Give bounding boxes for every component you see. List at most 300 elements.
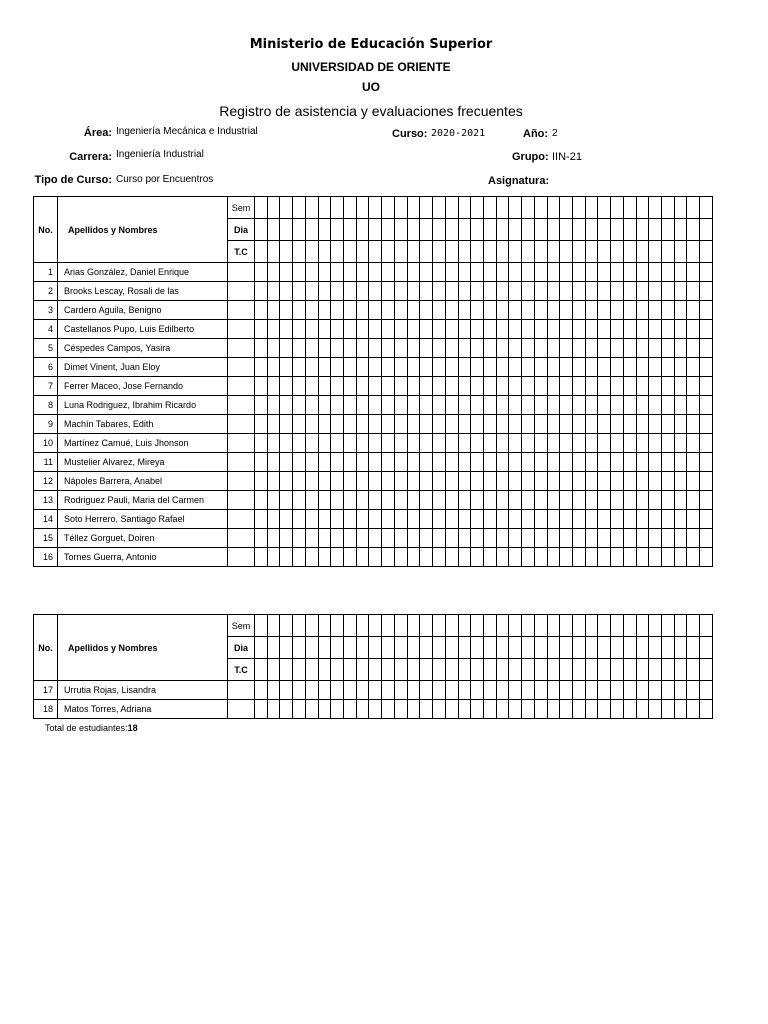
grid-cell — [700, 491, 713, 510]
grid-cell — [547, 434, 560, 453]
row-label-cell — [228, 681, 255, 700]
grid-cell — [255, 510, 268, 529]
grid-cell — [433, 197, 446, 219]
grid-cell — [572, 491, 585, 510]
grid-cell — [331, 197, 344, 219]
grid-cell — [471, 615, 484, 637]
student-number: 9 — [34, 415, 58, 434]
grid-cell — [293, 415, 306, 434]
grid-cell — [547, 301, 560, 320]
grid-cell — [509, 320, 522, 339]
grid-cell — [471, 219, 484, 241]
grid-cell — [407, 396, 420, 415]
grid-cell — [623, 434, 636, 453]
grid-cell — [293, 681, 306, 700]
grid-cell — [356, 415, 369, 434]
grid-cell — [649, 472, 662, 491]
grid-cell — [445, 548, 458, 567]
grid-cell — [394, 301, 407, 320]
grid-cell — [331, 263, 344, 282]
grid-cell — [598, 197, 611, 219]
grid-cell — [420, 615, 433, 637]
grid-cell — [534, 396, 547, 415]
student-row — [34, 434, 713, 453]
grid-cell — [522, 491, 535, 510]
grid-cell — [318, 415, 331, 434]
grid-cell — [267, 339, 280, 358]
grid-cell — [433, 263, 446, 282]
grid-cell — [687, 415, 700, 434]
grid-cell — [356, 282, 369, 301]
grid-cell — [598, 659, 611, 681]
student-name: Brooks Lescay, Rosali de las — [58, 282, 228, 301]
grid-cell — [687, 453, 700, 472]
grid-cell — [483, 415, 496, 434]
grid-cell — [700, 434, 713, 453]
grid-cell — [471, 700, 484, 719]
grid-cell — [305, 681, 318, 700]
grid-cell — [649, 548, 662, 567]
grid-cell — [522, 681, 535, 700]
grid-cell — [483, 377, 496, 396]
grid-cell — [280, 615, 293, 637]
grid-cell — [483, 529, 496, 548]
grid-cell — [560, 197, 573, 219]
grid-cell — [267, 219, 280, 241]
grid-cell — [382, 301, 395, 320]
student-row — [34, 396, 713, 415]
grid-cell — [344, 320, 357, 339]
grid-cell — [522, 615, 535, 637]
grid-cell — [331, 241, 344, 263]
grid-cell — [344, 358, 357, 377]
student-name: Soto Herrero, Santiago Rafael — [58, 510, 228, 529]
grid-cell — [407, 320, 420, 339]
grid-cell — [623, 301, 636, 320]
grid-cell — [522, 358, 535, 377]
grid-cell — [496, 396, 509, 415]
grid-cell — [293, 529, 306, 548]
grid-cell — [344, 491, 357, 510]
grid-cell — [483, 681, 496, 700]
grid-cell — [280, 681, 293, 700]
grid-cell — [318, 615, 331, 637]
grid-cell — [585, 434, 598, 453]
student-number: 16 — [34, 548, 58, 567]
grid-cell — [344, 263, 357, 282]
grid-cell — [560, 615, 573, 637]
grid-cell — [382, 529, 395, 548]
grid-cell — [407, 339, 420, 358]
grid-cell — [433, 339, 446, 358]
grid-cell — [662, 434, 675, 453]
grid-cell — [572, 396, 585, 415]
grid-cell — [255, 681, 268, 700]
grid-cell — [636, 548, 649, 567]
student-row — [34, 681, 713, 700]
grid-cell — [318, 396, 331, 415]
grid-cell — [700, 339, 713, 358]
grid-cell — [611, 529, 624, 548]
grid-cell — [547, 681, 560, 700]
grid-cell — [611, 681, 624, 700]
grid-cell — [522, 453, 535, 472]
grid-cell — [318, 241, 331, 263]
grid-cell — [598, 241, 611, 263]
grid-cell — [293, 358, 306, 377]
grid-cell — [483, 700, 496, 719]
grid-cell — [318, 339, 331, 358]
row-label-cell — [228, 548, 255, 567]
grid-cell — [674, 241, 687, 263]
grid-cell — [700, 415, 713, 434]
grid-cell — [649, 510, 662, 529]
grid-cell — [369, 339, 382, 358]
grid-cell — [674, 510, 687, 529]
student-number: 15 — [34, 529, 58, 548]
grid-cell — [496, 241, 509, 263]
grid-cell — [369, 282, 382, 301]
student-row — [34, 510, 713, 529]
row-label-cell — [228, 358, 255, 377]
grid-cell — [394, 700, 407, 719]
grid-cell — [483, 320, 496, 339]
grid-cell — [369, 358, 382, 377]
grid-cell — [700, 263, 713, 282]
grid-cell — [496, 491, 509, 510]
grid-cell — [674, 396, 687, 415]
grid-cell — [636, 510, 649, 529]
grid-cell — [636, 301, 649, 320]
grid-cell — [331, 615, 344, 637]
grid-cell — [458, 434, 471, 453]
grid-cell — [255, 637, 268, 659]
anio-value: 2 — [552, 128, 558, 139]
grid-cell — [547, 219, 560, 241]
grid-cell — [636, 377, 649, 396]
grid-cell — [280, 548, 293, 567]
grid-cell — [572, 241, 585, 263]
grid-cell — [700, 615, 713, 637]
grid-cell — [687, 434, 700, 453]
grid-cell — [483, 339, 496, 358]
student-name: Rodriguez Pauli, Maria del Carmen — [58, 491, 228, 510]
grid-cell — [267, 263, 280, 282]
grid-cell — [534, 453, 547, 472]
grid-cell — [458, 282, 471, 301]
grid-cell — [483, 219, 496, 241]
grid-cell — [407, 510, 420, 529]
grid-cell — [585, 396, 598, 415]
grid-cell — [598, 434, 611, 453]
grid-cell — [280, 472, 293, 491]
grid-cell — [318, 377, 331, 396]
grid-cell — [293, 659, 306, 681]
grid-cell — [572, 219, 585, 241]
grid-cell — [572, 434, 585, 453]
grid-cell — [445, 472, 458, 491]
grid-cell — [585, 510, 598, 529]
grid-cell — [623, 548, 636, 567]
grid-cell — [496, 282, 509, 301]
grid-cell — [305, 434, 318, 453]
grid-cell — [483, 472, 496, 491]
grid-cell — [572, 529, 585, 548]
grid-cell — [534, 637, 547, 659]
grid-cell — [649, 358, 662, 377]
grid-cell — [585, 659, 598, 681]
grid-cell — [483, 282, 496, 301]
header-row — [34, 615, 713, 637]
grid-cell — [534, 548, 547, 567]
grid-cell — [534, 659, 547, 681]
grid-cell — [483, 434, 496, 453]
grid-cell — [420, 358, 433, 377]
grid-cell — [509, 472, 522, 491]
grid-cell — [344, 377, 357, 396]
grid-cell — [636, 282, 649, 301]
grid-cell — [585, 377, 598, 396]
grid-cell — [611, 197, 624, 219]
grid-cell — [255, 377, 268, 396]
grid-cell — [318, 548, 331, 567]
carrera-label: Carrera: — [69, 151, 112, 163]
grid-cell — [433, 659, 446, 681]
grid-cell — [267, 301, 280, 320]
grid-cell — [433, 681, 446, 700]
grid-cell — [522, 415, 535, 434]
grid-cell — [420, 339, 433, 358]
grid-cell — [369, 320, 382, 339]
grid-cell — [611, 453, 624, 472]
grid-cell — [255, 301, 268, 320]
grid-cell — [369, 637, 382, 659]
grid-cell — [445, 339, 458, 358]
grid-cell — [305, 453, 318, 472]
grid-cell — [318, 301, 331, 320]
grid-cell — [433, 219, 446, 241]
grid-cell — [267, 615, 280, 637]
university-name: UNIVERSIDAD DE ORIENTE — [291, 60, 451, 74]
grid-cell — [445, 434, 458, 453]
grid-cell — [496, 377, 509, 396]
grid-cell — [471, 377, 484, 396]
grid-cell — [382, 415, 395, 434]
grid-cell — [293, 219, 306, 241]
grid-cell — [420, 219, 433, 241]
grid-cell — [560, 529, 573, 548]
grid-cell — [305, 615, 318, 637]
grid-cell — [305, 700, 318, 719]
grid-cell — [623, 491, 636, 510]
row-label-dia: Dia — [228, 219, 255, 241]
grid-cell — [458, 377, 471, 396]
grid-cell — [496, 415, 509, 434]
row-label-cell — [228, 700, 255, 719]
grid-cell — [267, 659, 280, 681]
grid-cell — [433, 396, 446, 415]
grid-cell — [598, 282, 611, 301]
grid-cell — [522, 219, 535, 241]
grid-cell — [585, 491, 598, 510]
total-value: 18 — [127, 723, 138, 733]
grid-cell — [611, 339, 624, 358]
grid-cell — [509, 339, 522, 358]
grid-cell — [496, 263, 509, 282]
grid-cell — [331, 358, 344, 377]
row-label-dia: Dia — [228, 637, 255, 659]
grid-cell — [662, 615, 675, 637]
grid-cell — [636, 396, 649, 415]
grid-cell — [356, 472, 369, 491]
grid-cell — [420, 415, 433, 434]
grid-cell — [598, 491, 611, 510]
grid-cell — [293, 320, 306, 339]
grid-cell — [623, 377, 636, 396]
grid-cell — [700, 681, 713, 700]
grid-cell — [509, 529, 522, 548]
grid-cell — [496, 472, 509, 491]
grid-cell — [534, 700, 547, 719]
row-label-sem: Sem — [228, 197, 255, 219]
grid-cell — [700, 700, 713, 719]
grid-cell — [293, 434, 306, 453]
grid-cell — [318, 282, 331, 301]
grid-cell — [458, 659, 471, 681]
grid-cell — [267, 358, 280, 377]
row-label-tc: T.C — [228, 659, 255, 681]
grid-cell — [572, 700, 585, 719]
grid-cell — [344, 615, 357, 637]
grid-cell — [560, 510, 573, 529]
grid-cell — [483, 637, 496, 659]
student-number: 12 — [34, 472, 58, 491]
grid-cell — [598, 637, 611, 659]
grid-cell — [509, 301, 522, 320]
grid-cell — [255, 358, 268, 377]
grid-cell — [700, 396, 713, 415]
grid-cell — [356, 529, 369, 548]
grid-cell — [509, 659, 522, 681]
grid-cell — [344, 681, 357, 700]
grid-cell — [407, 434, 420, 453]
grid-cell — [598, 339, 611, 358]
grid-cell — [382, 637, 395, 659]
grid-cell — [344, 241, 357, 263]
carrera-value: Ingeniería Industrial — [116, 149, 204, 160]
grid-cell — [407, 282, 420, 301]
grid-cell — [267, 453, 280, 472]
row-label-cell — [228, 282, 255, 301]
grid-cell — [560, 548, 573, 567]
grid-cell — [293, 615, 306, 637]
grid-cell — [534, 491, 547, 510]
grid-cell — [280, 339, 293, 358]
grid-cell — [267, 282, 280, 301]
grid-cell — [471, 453, 484, 472]
grid-cell — [305, 529, 318, 548]
curso-label: Curso: — [392, 128, 428, 140]
student-row — [34, 358, 713, 377]
grid-cell — [496, 615, 509, 637]
grid-cell — [280, 529, 293, 548]
grid-cell — [356, 615, 369, 637]
grid-cell — [382, 377, 395, 396]
grid-cell — [611, 219, 624, 241]
grid-cell — [547, 637, 560, 659]
grid-cell — [305, 396, 318, 415]
grid-cell — [318, 491, 331, 510]
grid-cell — [305, 548, 318, 567]
grid-cell — [344, 637, 357, 659]
student-number: 4 — [34, 320, 58, 339]
grid-cell — [445, 320, 458, 339]
grid-cell — [433, 472, 446, 491]
grid-cell — [293, 491, 306, 510]
grid-cell — [280, 320, 293, 339]
grid-cell — [687, 301, 700, 320]
grid-cell — [560, 681, 573, 700]
grid-cell — [598, 453, 611, 472]
grid-cell — [344, 396, 357, 415]
grid-cell — [280, 282, 293, 301]
grid-cell — [369, 548, 382, 567]
grid-cell — [509, 282, 522, 301]
grid-cell — [560, 472, 573, 491]
grid-cell — [255, 241, 268, 263]
grid-cell — [407, 219, 420, 241]
grid-cell — [471, 320, 484, 339]
student-number: 17 — [34, 681, 58, 700]
grid-cell — [255, 491, 268, 510]
grid-cell — [331, 700, 344, 719]
grid-cell — [369, 659, 382, 681]
grid-cell — [483, 396, 496, 415]
grid-cell — [611, 377, 624, 396]
grid-cell — [267, 241, 280, 263]
grid-cell — [687, 637, 700, 659]
grid-cell — [611, 415, 624, 434]
grid-cell — [394, 548, 407, 567]
student-name: Matos Torres, Adriana — [58, 700, 228, 719]
grid-cell — [280, 415, 293, 434]
grid-cell — [331, 434, 344, 453]
grid-cell — [585, 339, 598, 358]
grid-cell — [458, 396, 471, 415]
column-header-no: No. — [34, 615, 58, 681]
grid-cell — [267, 320, 280, 339]
grid-cell — [509, 453, 522, 472]
grid-cell — [674, 415, 687, 434]
grid-cell — [623, 529, 636, 548]
grid-cell — [394, 396, 407, 415]
grid-cell — [611, 637, 624, 659]
grid-cell — [305, 491, 318, 510]
grid-cell — [305, 197, 318, 219]
grid-cell — [433, 637, 446, 659]
grid-cell — [649, 320, 662, 339]
grid-cell — [471, 339, 484, 358]
grid-cell — [623, 681, 636, 700]
grid-cell — [331, 282, 344, 301]
grid-cell — [649, 529, 662, 548]
grid-cell — [394, 320, 407, 339]
grid-cell — [700, 301, 713, 320]
grid-cell — [496, 197, 509, 219]
grid-cell — [522, 320, 535, 339]
grid-cell — [394, 219, 407, 241]
grid-cell — [649, 491, 662, 510]
